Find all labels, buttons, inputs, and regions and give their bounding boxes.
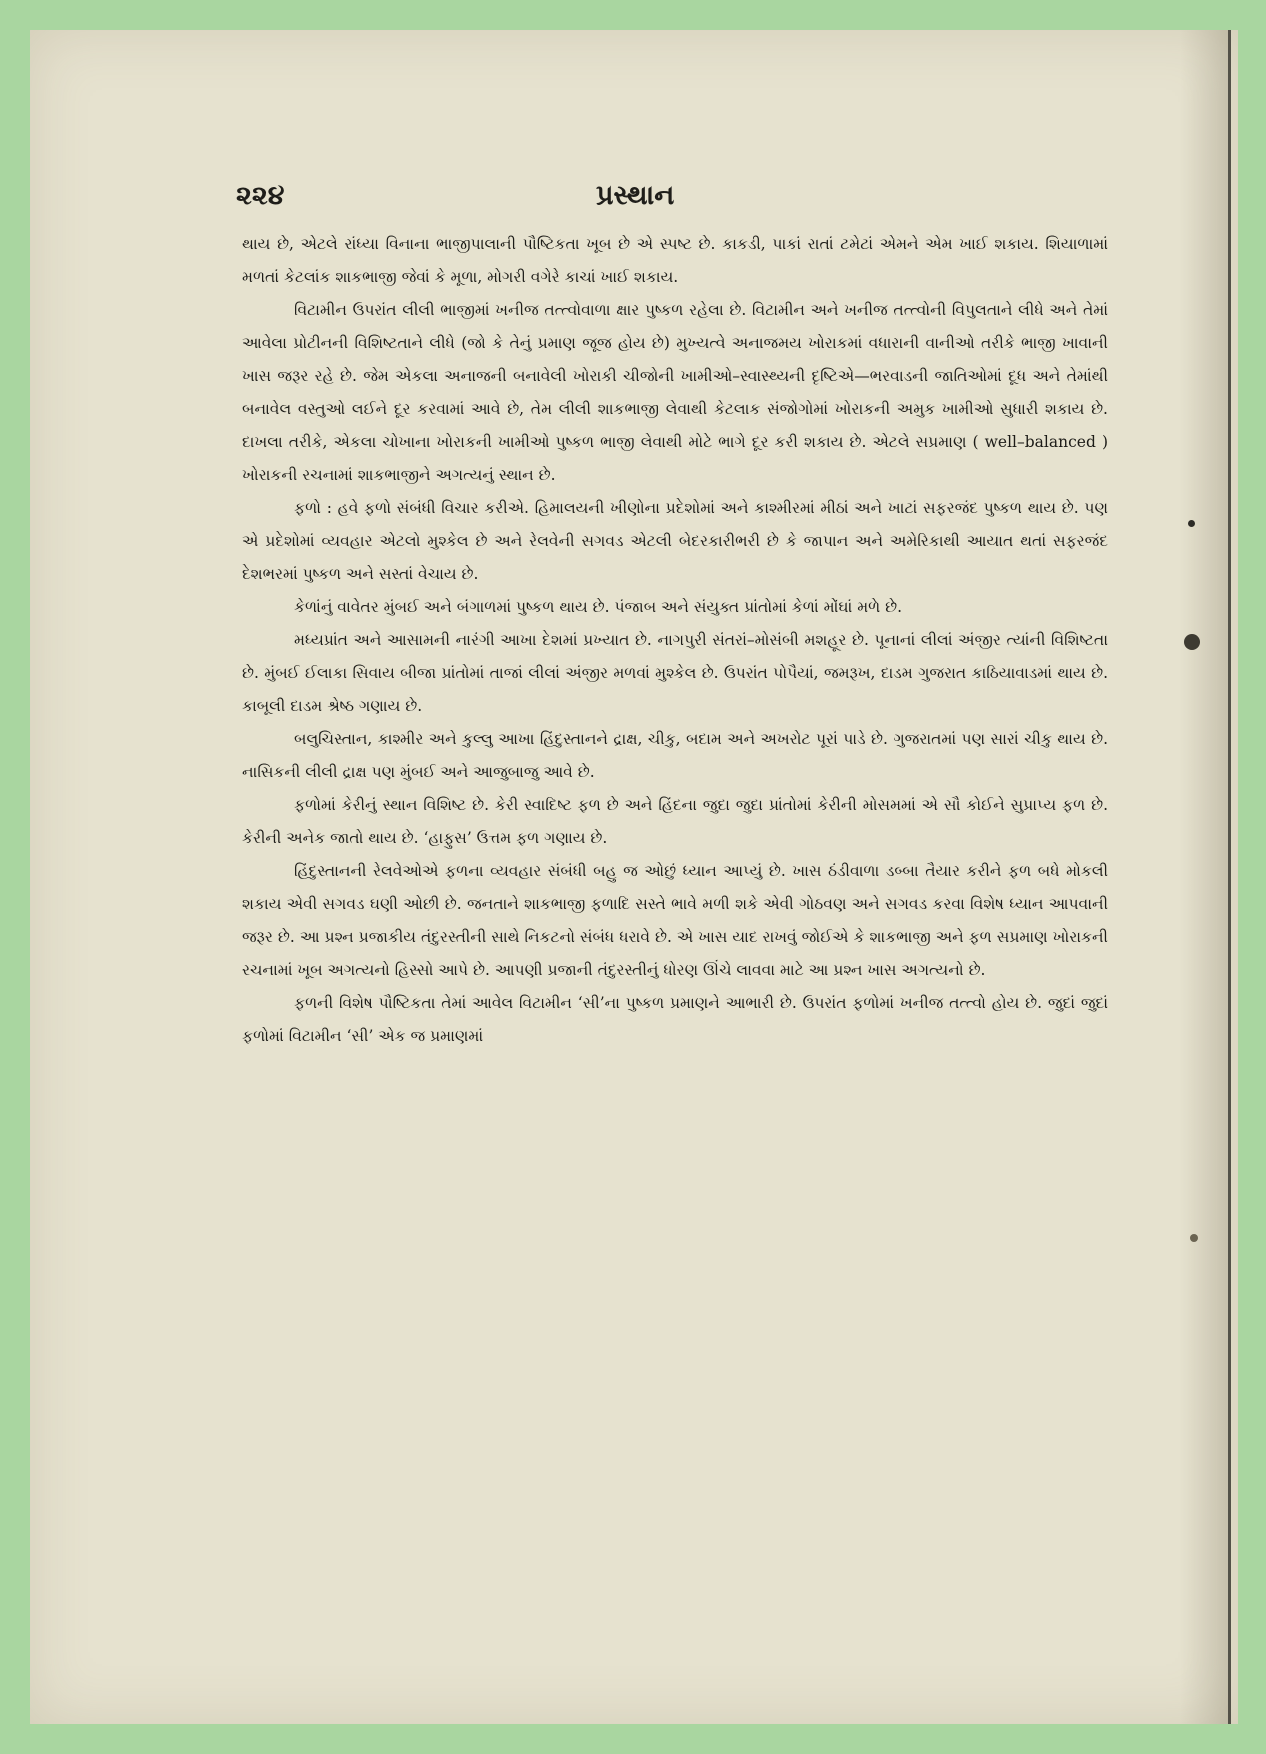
page-spine-shadow — [1180, 30, 1228, 1724]
running-title: પ્રસ્થાન — [596, 180, 675, 211]
paragraph: ફળો : હવે ફળો સંબંધી વિચાર કરીએ. હિમાલયની ખીણોના પ્રદેશોમાં અને કાશ્મીરમાં મીઠાં અને ખાટાં સફરજંદ પુષ્કળ થાય છે. પણ એ પ્રદેશોમાં વ્યવહાર એટલો મુશ્કેલ છે અને રેલવેની સગવડ એટલી બેદરકારીભરી છે કે જાપાન અને અમેરિકાથી આયાત થતાં સફરજંદ દેશભરમાં પુષ્કળ અને સસ્તાં વેચાય છે. — [242, 499, 1108, 583]
paragraph: ફળોમાં કેરીનું સ્થાન વિશિષ્ટ છે. કેરી સ્વાદિષ્ટ ફળ છે અને હિંદના જુદા જુદા પ્રાંતોમાં કેરીની મોસમમાં એ સૌ કોઈને સુપ્રાપ્ય ફળ છે. કેરીની અનેક જાતો થાય છે. ‘હાફુસ’ ઉત્તમ ફળ ગણાય છે. — [242, 796, 1108, 847]
page-number: ૨૨૪ — [236, 180, 285, 211]
paragraph: બલુચિસ્તાન, કાશ્મીર અને કુલ્લુ આખા હિંદુસ્તાનને દ્રાક્ષ, ચીકુ, બદામ અને અખરોટ પૂરાં પાડે છે. ગુજરાતમાં પણ સારાં ચીકુ થાય છે. નાસિકની લીલી દ્રાક્ષ પણ મુંબઈ અને આજુબાજુ આવે છે. — [242, 730, 1108, 781]
paragraph: હિંદુસ્તાનની રેલવેઓએ ફળના વ્યવહાર સંબંધી બહુ જ ઓછું ધ્યાન આપ્યું છે. ખાસ ઠંડીવાળા ડબ્બા તૈયાર કરીને ફળ બધે મોકલી શકાય એવી સગવડ ઘણી ઓછી છે. જનતાને શાકભાજી ફળાદિ સસ્તે ભાવે મળી શકે એવી ગોઠવણ અને સગવડ કરવા વિશેષ ધ્યાન આપવાની જરૂર છે. આ પ્રશ્ન પ્રજાકીય તંદુરસ્તીની સાથે નિકટનો સંબંધ ધરાવે છે. એ ખાસ યાદ રાખવું જોઈએ કે શાકભાજી અને ફળ સપ્રમાણ ખોરાકની રચનામાં ખૂબ અગત્યનો હિસ્સો આપે છે. આપણી પ્રજાની તંદુરસ્તીનું ધોરણ ઊંચે લાવવા માટે આ પ્રશ્ન ખાસ અગત્યનો છે. — [242, 862, 1108, 979]
binding-hole — [1184, 634, 1200, 650]
paragraph: કેળાંનું વાવેતર મુંબઈ અને બંગાળમાં પુષ્કળ થાય છે. પંજાબ અને સંયુક્ત પ્રાંતોમાં કેળાં મોંઘાં મળે છે. — [294, 598, 903, 616]
paragraph: થાય છે, એટલે રાંધ્યા વિનાના ભાજીપાલાની પૌષ્ટિકતા ખૂબ છે એ સ્પષ્ટ છે. કાકડી, પાકાં રાતાં ટમેટાં એમને એમ ખાઈ શકાય. શિયાળામાં મળતાં કેટલાંક શાકભાજી જેવાં કે મૂળા, મોગરી વગેરે કાચાં ખાઈ શકાય. — [242, 235, 1108, 286]
paper-blemish — [1188, 520, 1195, 527]
paper-blemish — [1190, 1234, 1198, 1242]
book-page — [30, 30, 1238, 1724]
page-spine-edge — [1228, 30, 1231, 1724]
page-header — [236, 180, 1036, 220]
paragraph: ફળની વિશેષ પૌષ્ટિકતા તેમાં આવેલ વિટામીન ‘સી’ના પુષ્કળ પ્રમાણને આભારી છે. ઉપરાંત ફળોમાં ખનીજ તત્ત્વો હોય છે. જુદાં જુદાં ફળોમાં વિટામીન ‘સી’ એક જ પ્રમાણમાં — [242, 994, 1108, 1045]
page-body — [242, 228, 1108, 1618]
paragraph: વિટામીન ઉપરાંત લીલી ભાજીમાં ખનીજ તત્ત્વોવાળા ક્ષાર પુષ્કળ રહેલા છે. વિટામીન અને ખનીજ તત્ત્વોની વિપુલતાને લીધે અને તેમાં આવેલા પ્રોટીનની વિશિષ્ટતાને લીધે (જો કે તેનું પ્રમાણ જૂજ હોય છે) મુખ્યત્વે અનાજમય ખોરાકમાં વધારાની વાનીઓ તરીકે ભાજી ખાવાની ખાસ જરૂર રહે છે. જેમ એકલા અનાજની બનાવેલી ખોરાકી ચીજોની ખામીઓ–સ્વાસ્થ્યની દૃષ્ટિએ—ભરવાડની જાતિઓમાં દૂધ અને તેમાંથી બનાવેલ વસ્તુઓ લઈને દૂર કરવામાં આવે છે, તેમ લીલી શાકભાજી લેવાથી કેટલાક સંજોગોમાં ખોરાકની અમુક ખામીઓ સુધારી શકાય છે. દાખલા તરીકે, એકલા ચોખાના ખોરાકની ખામીઓ પુષ્કળ ભાજી લેવાથી મોટે ભાગે દૂર કરી શકાય છે. એટલે સપ્રમાણ ( well–balanced ) ખોરાકની રચનામાં શાકભાજીને અગત્યનું સ્થાન છે. — [242, 301, 1108, 484]
paragraph: મધ્યપ્રાંત અને આસામની નારંગી આખા દેશમાં પ્રખ્યાત છે. નાગપુરી સંતરાં–મોસંબી મશહૂર છે. પૂનાનાં લીલાં અંજીર ત્યાંની વિશિષ્ટતા છે. મુંબઈ ઈલાકા સિવાય બીજા પ્રાંતોમાં તાજાં લીલાં અંજીર મળવાં મુશ્કેલ છે. ઉપરાંત પોપૈયાં, જમરૂખ, દાડમ ગુજરાત કાઠિયાવાડમાં થાય છે. કાબૂલી દાડમ શ્રેષ્ઠ ગણાય છે. — [242, 631, 1108, 715]
